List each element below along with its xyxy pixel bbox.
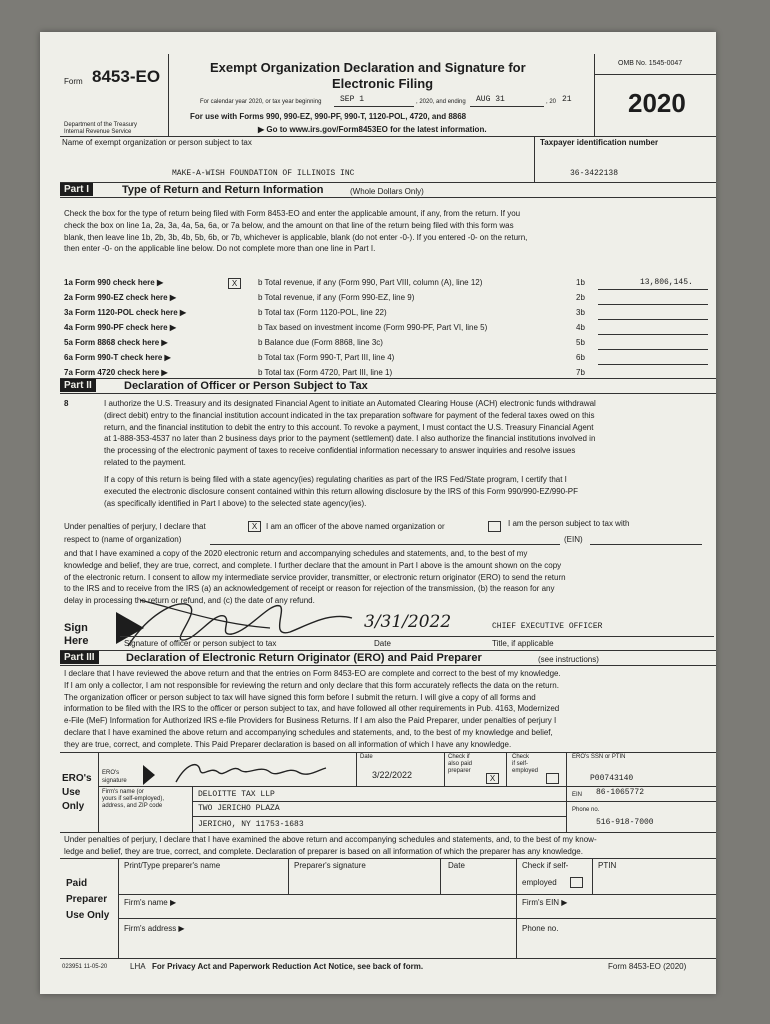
check-self-label-2: if self-	[512, 761, 529, 767]
org-name-label: Name of exempt organization or person subject to tax	[62, 138, 252, 147]
penalty-lead: Under penalties of perjury, I declare that	[64, 522, 206, 531]
paid-preparer-checkbox[interactable]: X	[486, 773, 499, 784]
ero-ssn-value: P00743140	[590, 774, 634, 783]
only-label: Only	[62, 801, 85, 812]
part2-label: Part II	[60, 379, 96, 392]
line-8-label: 8	[64, 399, 69, 408]
part2-para-declaration: and that I have examined a copy of the 2020 electronic return and accompanying schedules and statements, and, to the best of my knowledge and belief, they are true, correct, and complete. I further declare that the amount in Part I above is the amount shown on the copy of the electronic return. I consent to allow my intermediate service provider, transmitter, or electronic return originator (ERO) to send the return to the IRS and to receive from the IRS (a) an acknowledgement of receipt or reason for rejection of the transmission, (b) the reason for any delay in processing the return or refund, and (c) the date of any refund.	[64, 549, 566, 606]
goto-irs-line: ▶ Go to www.irs.gov/Form8453EO for the latest information.	[258, 125, 487, 134]
preparer-label: Preparer	[66, 894, 108, 905]
here-label: Here	[64, 635, 89, 647]
footer-form-label: Form 8453-EO (2020)	[608, 962, 687, 971]
check-paid-label-1: Check if	[448, 754, 470, 760]
end-year: 21	[562, 95, 572, 104]
preparer-signature-label: Preparer's signature	[294, 861, 366, 870]
paid-label: Paid	[66, 878, 88, 889]
ero-ssn-label: ERO's SSN or PTIN	[572, 754, 626, 760]
date-caption: Date	[374, 639, 391, 648]
form-page	[40, 32, 716, 994]
phone-value: 516-918-7000	[596, 818, 654, 827]
check-self-employed-label: Check if self-	[522, 861, 569, 870]
ero-date-value: 3/22/2022	[372, 770, 413, 780]
firm-label-3: address, and ZIP code	[102, 803, 163, 809]
form-title-line2: Electronic Filing	[332, 76, 434, 91]
print-name-label: Print/Type preparer's name	[124, 861, 221, 870]
officer-title-value: CHIEF EXECUTIVE OFFICER	[492, 622, 603, 631]
respect-text: respect to (name of organization)	[64, 535, 182, 544]
firm-name-value: DELOITTE TAX LLP	[198, 790, 275, 799]
signature-caption: Signature of officer or person subject to tax	[124, 639, 277, 648]
org-name-value: MAKE-A-WISH FOUNDATION OF ILLINOIS INC	[172, 169, 355, 178]
part3-label: Part III	[60, 651, 99, 664]
firm-ein-label: Firm's EIN ▶	[522, 898, 568, 907]
preparer-date-label: Date	[448, 861, 465, 870]
part2-para-ach: I authorize the U.S. Treasury and its designated Financial Agent to initiate an Automated Clearing House (ACH) electronic funds withdrawal (direct debit) entry to the financial institution account indicated in the tax preparation software for payment of the federal taxes owed on this return, and the financial institution to debit the entry to this account. To revoke a payment, I must contact the U.S. Treasury Financial Agent at 1-888-353-4537 no later than 2 business days prior to the payment (settlement) date. I also authorize the financial institutions involved in the processing of the electronic payment of taxes to receive confidential information necessary to answer inquiries and resolve issues related to the payment.	[104, 399, 596, 467]
calendar-year-label: For calendar year 2020, or tax year beginning	[200, 99, 322, 105]
use-only-label: Use Only	[66, 910, 110, 921]
ending-label: , 2020, and ending	[416, 99, 466, 105]
department-label: Department of the Treasury	[64, 122, 138, 128]
ero-label: ERO's	[62, 773, 92, 784]
form-number: 8453-EO	[92, 67, 161, 86]
ero-arrow-icon	[142, 764, 156, 786]
person-checkbox[interactable]	[488, 521, 501, 532]
ein-label: EIN	[572, 792, 583, 798]
part1-label: Part I	[60, 183, 93, 196]
officer-sign-date: 3/31/2022	[364, 612, 452, 632]
check-paid-label-3: preparer	[448, 768, 471, 774]
use-forms-line: For use with Forms 990, 990-EZ, 990-PF, 990-T, 1120-POL, 4720, and 8868	[190, 112, 467, 121]
firm-label-1: Firm's name (or	[102, 789, 144, 795]
preparer-para: Under penalties of perjury, I declare that I have examined the above return and accompanying schedules and statements, and, to the best of my know- ledge and belief, they are true, correct, and complete. Declaration of preparer is based on all information of which the preparer has any knowledge.	[64, 835, 597, 856]
check-self-label-3: employed	[512, 768, 539, 774]
part3-title-note: (see instructions)	[538, 655, 599, 664]
tax-year: 2020	[628, 88, 686, 118]
part3-para: I declare that I have reviewed the above return and that the entries on Form 8453-EO are complete and correct to the best of my knowledge. If I am only a collector, I am not responsible for reviewing the return and only declare that this form accurately reflects the data on the return. The organization officer or person subject to tax will have signed this form before I submit the return. I will give a copy of all forms and information to be filed with the IRS to the officer or person subject to tax, and have followed all other requirements in Pub. 4163, Modernized e-File (MeF) Information for Authorized IRS e-file Providers for Business Returns. If I am also the Paid Preparer, under penalties of perjury I declare that I have examined the above return and accompanying schedules and statements, and, to the best of my knowledge and belief, they are true, correct, and complete. This Paid Preparer declaration is based on all information of which I have any knowledge.	[64, 669, 561, 749]
end-year-prefix: , 20	[546, 99, 557, 105]
ero-signature-icon	[170, 756, 330, 788]
begin-date: SEP 1	[340, 95, 365, 104]
person-text: I am the person subject to tax with	[508, 519, 630, 528]
officer-text: I am an officer of the above named organization or	[266, 522, 445, 531]
irs-label: Internal Revenue Service	[64, 129, 132, 135]
officer-checkbox[interactable]: X	[248, 521, 261, 532]
part3-title: Declaration of Electronic Return Originator (ERO) and Paid Preparer	[126, 652, 482, 664]
preparer-self-employed-checkbox[interactable]	[570, 877, 583, 888]
total-revenue-amount: 13,806,145.	[640, 278, 693, 287]
phone-label: Phone no.	[572, 807, 600, 813]
form-prefix: Form	[64, 77, 83, 86]
part1-rows: 1a Form 990 check here ▶ X b Total revenue, if any (Form 990, Part VIII, column (A), line 12) 1b 13,806,145. 2a Form 990-EZ check here ▶ b Total revenue, if any (Form 990-EZ, line 9) 2b 3a Form 1120-POL check here ▶ b Total tax (Form 1120-POL, line 22) 3b 4a Form 990-PF check here ▶ b Tax based on investment income (Form 990-PF, Part VI, line 5) 4b 5a Form 8868 check here ▶ b Balance due (Form 8868, line 3c) 5b 6a Form 990-T check here ▶ b Total tax (Form 990-T, Part III, line 4) 6b 7a Form 4720 check here ▶ b Total tax (Form 4720, Part III, line 1) 7b	[64, 278, 714, 378]
privacy-notice: For Privacy Act and Paperwork Reduction Act Notice, see back of form.	[152, 962, 424, 971]
use-label: Use	[62, 787, 81, 798]
end-date: AUG 31	[476, 95, 505, 104]
ero-date-label: Date	[360, 754, 373, 760]
part1-title: Type of Return and Return Information	[122, 184, 324, 196]
tin-label: Taxpayer identification number	[540, 138, 659, 147]
part1-instructions: Check the box for the type of return being filed with Form 8453-EO and enter the applicable amount, if any, from the return. If you check the box on line 1a, 2a, 3a, 4a, 5a, 6a, or 7a below, and the amount on that line of the return being filed with this form was blank, then leave line 1b, 2b, 3b, 4b, 5b, 6b, or 7b, whichever is applicable, blank (do not enter -0-). If you entered -0- on the return, then enter -0- on the applicable line below. Do not complete more than one line in Part I.	[64, 209, 528, 254]
firm-label-2: yours if self-employed),	[102, 796, 165, 802]
firm-address-line2: JERICHO, NY 11753-1683	[198, 820, 304, 829]
check-self-label-1: Check	[512, 754, 530, 760]
phone-no-label: Phone no.	[522, 924, 559, 933]
ero-sig-label: ERO's	[102, 770, 120, 776]
ptin-label: PTIN	[598, 861, 617, 870]
ero-sig-label-2: signature	[102, 778, 127, 784]
firm-address-label: Firm's address ▶	[124, 924, 185, 933]
ero-self-employed-checkbox[interactable]	[546, 773, 559, 784]
sign-label: Sign	[64, 622, 88, 634]
title-caption: Title, if applicable	[492, 639, 554, 648]
ein-text: (EIN)	[564, 535, 583, 544]
lha-label: LHA	[130, 962, 146, 971]
form-990-checkbox[interactable]: X	[228, 278, 241, 289]
footer-code: 023951 11-05-20	[62, 964, 108, 970]
part2-para-state: If a copy of this return is being filed with a state agency(ies) regulating charities as part of the IRS Fed/State program, I certify that I executed the electronic disclosure consent contained within this return allowing disclosure by the IRS of this Form 990/990-EZ/990-PF (as specifically identified in Part I above) to the selected state agency(ies).	[104, 475, 579, 508]
firm-address-line1: TWO JERICHO PLAZA	[198, 804, 280, 813]
employed-label: employed	[522, 878, 557, 887]
firm-name-label: Firm's name ▶	[124, 898, 177, 907]
tin-value: 36-3422138	[570, 169, 619, 178]
ein-value: 86-1065772	[596, 788, 645, 797]
part2-title: Declaration of Officer or Person Subject to Tax	[124, 380, 368, 392]
part1-title-note: (Whole Dollars Only)	[350, 187, 424, 196]
omb-number: OMB No. 1545-0047	[618, 60, 683, 67]
check-paid-label-2: also paid	[448, 761, 473, 767]
form-title-line1: Exempt Organization Declaration and Signature for	[210, 60, 526, 75]
